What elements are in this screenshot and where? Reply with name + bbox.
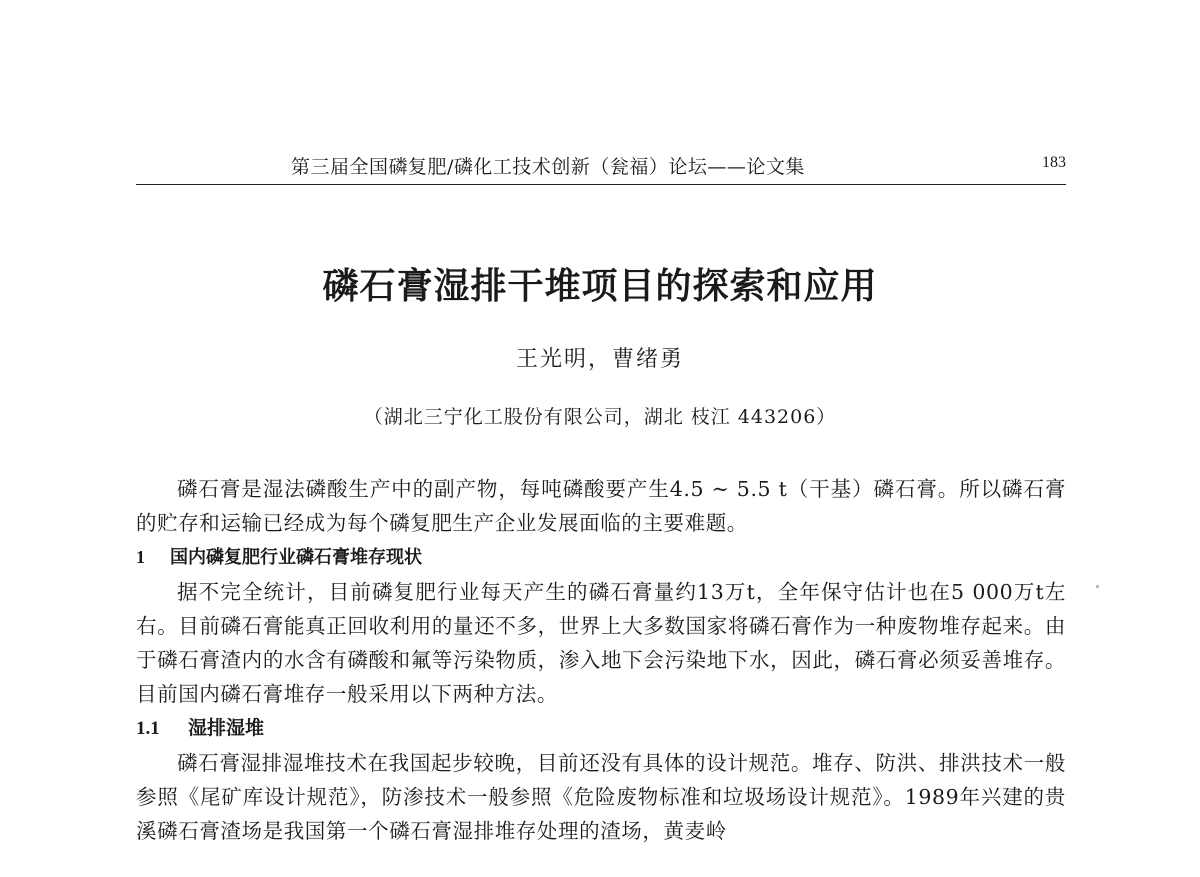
section-1-number: 1 <box>136 547 145 567</box>
section-1-title: 国内磷复肥行业磷石膏堆存现状 <box>170 547 422 568</box>
section-1-1-heading <box>136 711 1066 746</box>
body-text <box>136 472 1066 848</box>
section-1-1-title: 湿排湿堆 <box>188 717 265 739</box>
section-1-1-paragraph: 磷石膏湿排湿堆技术在我国起步较晚，目前还没有具体的设计规范。堆存、防洪、排洪技术一般参照《尾矿库设计规范》，防渗技术一般参照《危险废物标准和垃圾场设计规范》。1989年兴建的贵溪磷石膏渣场是我国第一个磷石膏湿排堆存处理的渣场，黄麦岭 <box>136 751 1066 843</box>
page-number: 183 <box>1042 154 1066 171</box>
section-1-1-number: 1.1 <box>136 718 160 739</box>
header-rule <box>136 184 1066 185</box>
affiliation: （湖北三宁化工股份有限公司，湖北 枝江 443206） <box>363 406 837 428</box>
running-header <box>136 152 1066 182</box>
running-title: 第三届全国磷复肥/磷化工技术创新（瓮福）论坛——论文集 <box>291 156 805 178</box>
scan-speck <box>1096 585 1099 588</box>
section-1-paragraph: 据不完全统计，目前磷复肥行业每天产生的磷石膏量约13万t，全年保守估计也在5 000万t左右。目前磷石膏能真正回收利用的量还不多，世界上大多数国家将磷石膏作为一种废物堆存起来。由于磷石膏渣内的水含有磷酸和氟等污染物质，渗入地下会污染地下水，因此，磷石膏必须妥善堆存。目前国内磷石膏堆存一般采用以下两种方法。 <box>136 580 1066 706</box>
section-1-heading <box>136 540 1066 575</box>
intro-paragraph: 磷石膏是湿法磷酸生产中的副产物，每吨磷酸要产生4.5 ~ 5.5 t（干基）磷石膏。所以磷石膏的贮存和运输已经成为每个磷复肥生产企业发展面临的主要难题。 <box>136 477 1066 535</box>
authors: 王光明，曹绪勇 <box>515 347 684 372</box>
paper-title: 磷石膏湿排干堆项目的探索和应用 <box>322 266 878 307</box>
